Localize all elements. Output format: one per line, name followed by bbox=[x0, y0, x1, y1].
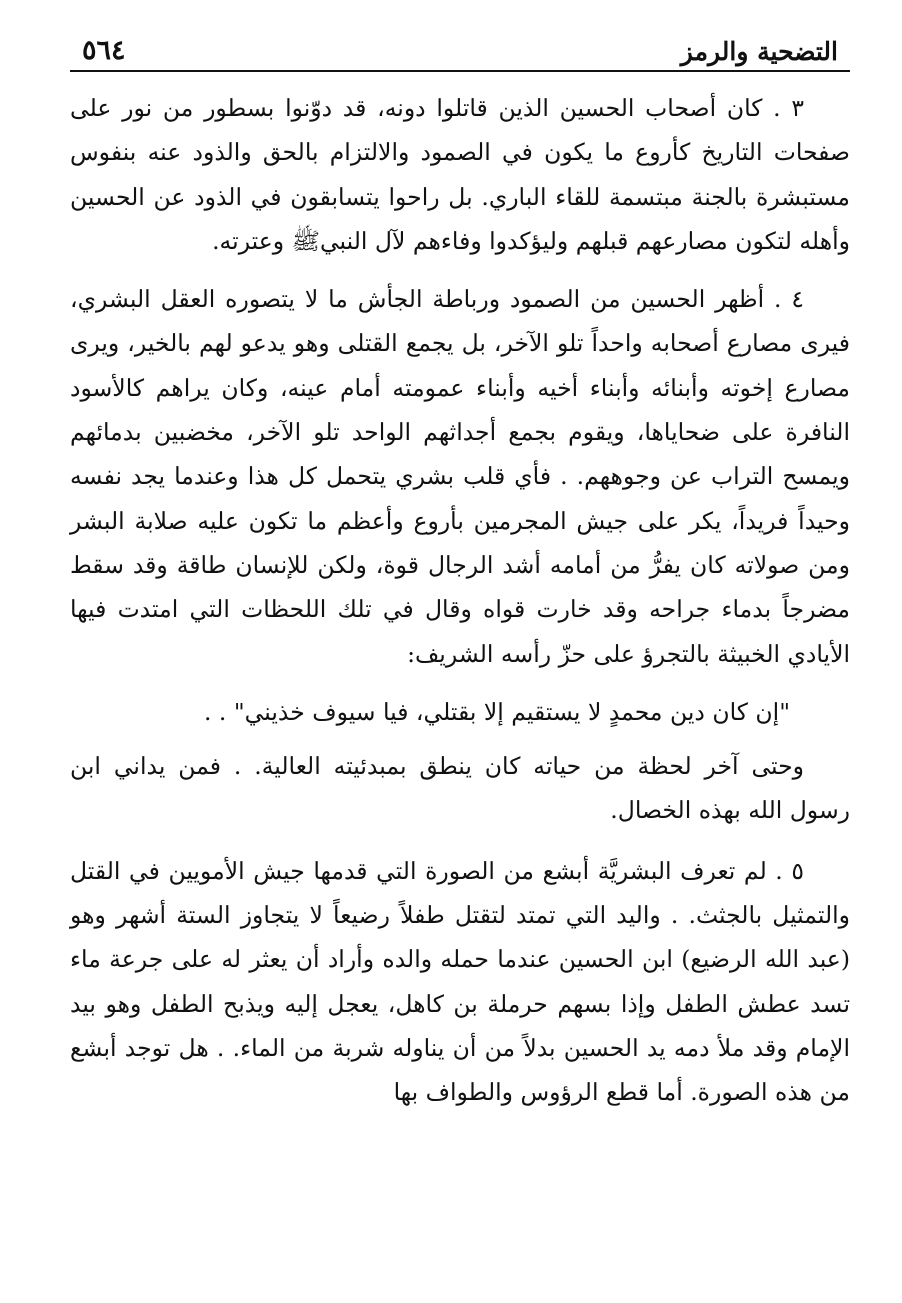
running-title: التضحية والرمز bbox=[680, 37, 838, 66]
book-page bbox=[70, 28, 850, 1129]
page-body bbox=[70, 86, 850, 1115]
page-number: ٥٦٤ bbox=[82, 35, 126, 66]
paragraph-4: ٤ . أظهر الحسين من الصمود ورباطة الجأش ما لا يتصوره العقل البشري، فيرى مصارع أصحابه واحداً تلو الآخر، بل يجمع القتلى وهو يدعو لهم بالخير، ويرى مصارع إخوته وأبنائه وأبناء أخيه وأبناء عمومته أمام عينه، وكان يراهم كالأسود النافرة على ضحاياها، ويقوم بجمع أجداثهم الواحد تلو الآخر، مخضبين بدمائهم ويمسح التراب عن وجوههم. . فأي قلب بشري يتحمل كل هذا وعندما يجد نفسه وحيداً فريداً، يكر على جيش المجرمين بأروع وأعظم ما تكون عليه صلابة البشر ومن صولاته كان يفرُّ من أمامه أشد الرجال قوة، ولكن للإنسان طاقة وقد سقط مضرجاً بدماء جراحه وقد خارت قواه وقال في تلك اللحظات التي امتدت فيها الأيادي الخبيثة بالتجرؤ على حزّ رأسه الشريف: bbox=[70, 285, 850, 668]
paragraph-3: ٣ . كان أصحاب الحسين الذين قاتلوا دونه، قد دوّنوا بسطور من نور على صفحات التاريخ كأروع ما يكون في الصمود والالتزام بالحق والذود عنه بنفوس مستبشرة بالجنة مبتسمة للقاء الباري. بل راحوا يتسابقون في الذود عن الحسين وأهله لتكون مصارعهم قبلهم وليؤكدوا وفاءهم لآل النبيﷺ وعترته. bbox=[70, 94, 850, 255]
page-header bbox=[70, 28, 850, 72]
paragraph-continuation: وحتى آخر لحظة من حياته كان ينطق بمبدئيته العالية. . فمن يداني ابن رسول الله بهذه الخصال. bbox=[70, 752, 850, 825]
quotation: "إن كان دين محمدٍ لا يستقيم إلا بقتلي، فيا سيوف خذيني" . . bbox=[203, 697, 790, 726]
paragraph-5: ٥ . لم تعرف البشريَّة أبشع من الصورة التي قدمها جيش الأمويين في القتل والتمثيل بالجثث. . واليد التي تمتد لتقتل طفلاً رضيعاً لا يتجاوز الستة أشهر وهو (عبد الله الرضيع) ابن الحسين عندما حمله والده وأراد أن يعثر له على جرعة ماء تسد عطش الطفل وإذا بسهم حرملة بن كاهل، يعجل إليه ويذبح الطفل وهو بيد الإمام وقد ملأ دمه يد الحسين بدلاً من أن يناوله شربة من الماء. . هل توجد أبشع من هذه الصورة. أما قطع الرؤوس والطواف بها bbox=[70, 856, 850, 1107]
